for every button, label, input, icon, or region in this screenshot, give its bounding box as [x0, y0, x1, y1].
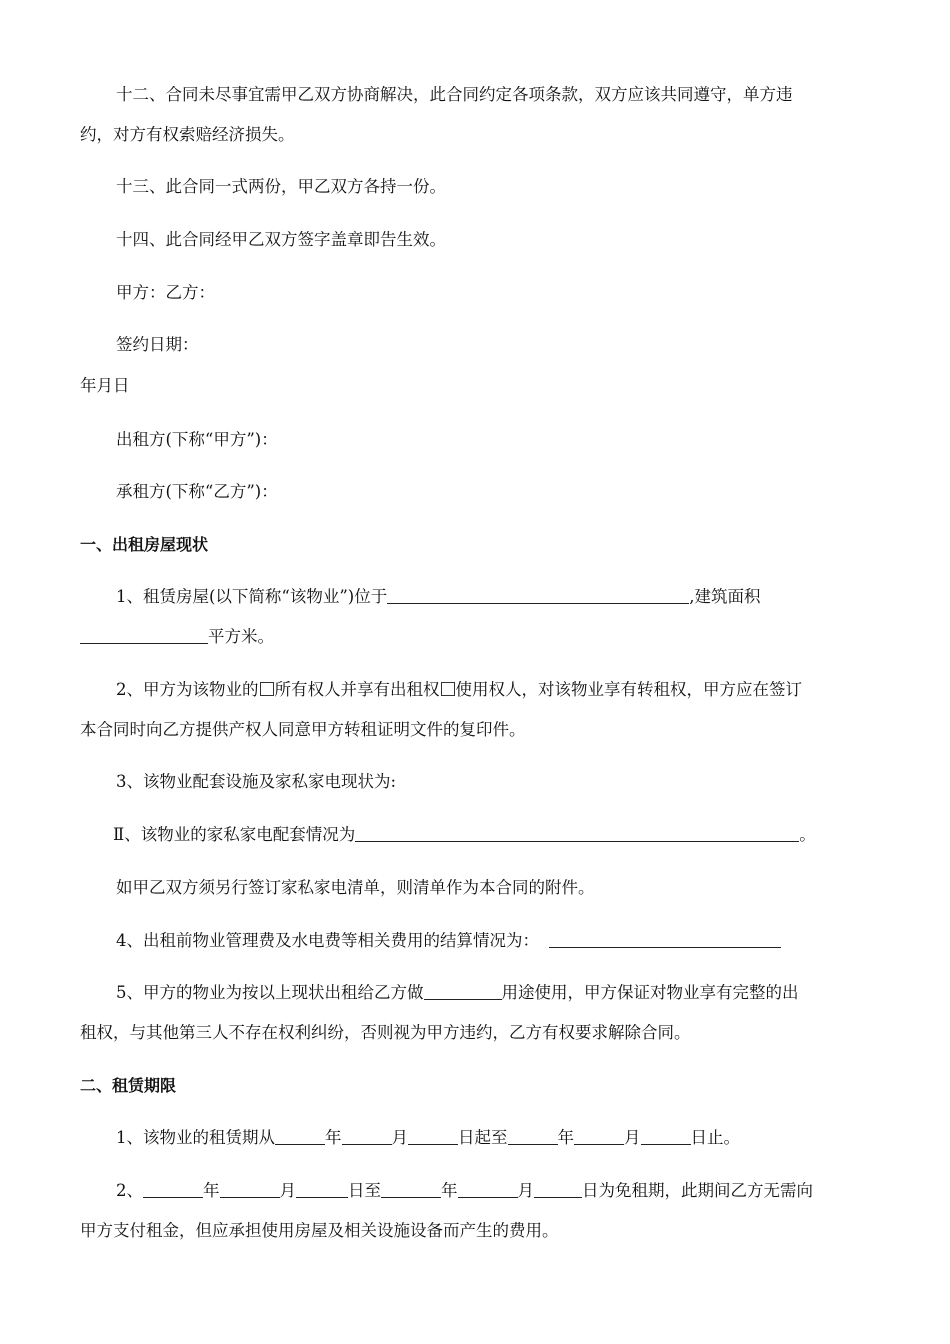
- s1-item1-line2: [80, 626, 274, 648]
- free-start-day-blank[interactable]: [296, 1181, 348, 1198]
- s1-item5-text-b: 用途使用，甲方保证对物业享有完整的出: [501, 983, 799, 1002]
- day-to-label: 日至: [348, 1181, 381, 1200]
- clause-12-line2: 约，对方有权索赔经济损失。: [80, 125, 295, 144]
- s1-item3: 3、该物业配套设施及家私家电现状为:: [116, 772, 397, 791]
- clause-14: 十四、此合同经甲乙双方签字盖章即告生效。: [116, 230, 446, 249]
- user-right-checkbox[interactable]: [441, 682, 455, 696]
- free-end-month-blank[interactable]: [458, 1181, 518, 1198]
- parties-signature: 甲方：乙方：: [116, 283, 215, 302]
- owner-checkbox[interactable]: [260, 682, 274, 696]
- free-start-month-blank[interactable]: [220, 1181, 280, 1198]
- s1-item1-line1: [116, 586, 761, 608]
- year-label: 年: [325, 1128, 342, 1147]
- lessee-line: 承租方(下称“乙方”)：: [116, 482, 278, 501]
- end-year-blank[interactable]: [508, 1128, 558, 1145]
- s1-item2-text-b: 所有权人并享有出租权: [274, 680, 440, 699]
- s1-item2-line1: [116, 679, 802, 701]
- s1-item5-line2: 租权，与其他第三人不存在权利纠纷，否则视为甲方违约，乙方有权要求解除合同。: [80, 1023, 691, 1042]
- settlement-blank[interactable]: [549, 931, 781, 948]
- month-label: 月: [279, 1181, 296, 1200]
- s2-item1: [116, 1127, 740, 1149]
- date-line: 年月日: [80, 376, 130, 395]
- s1-item3-sub-text: Ⅱ、该物业的家私家电配套情况为: [113, 825, 356, 844]
- year-label: 年: [203, 1181, 220, 1200]
- s1-item3-sub: [113, 824, 816, 846]
- s1-item1-text-c: 平方米。: [208, 627, 274, 646]
- clause-13: 十三、此合同一式两份，甲乙双方各持一份。: [116, 177, 446, 196]
- free-end-day-blank[interactable]: [534, 1181, 582, 1198]
- s1-item2-text-a: 2、甲方为该物业的: [116, 680, 259, 699]
- area-blank[interactable]: [80, 627, 208, 644]
- day-from-label: 日起至: [458, 1128, 508, 1147]
- s1-item1-text-b: ,建筑面积: [689, 587, 761, 606]
- end-month-blank[interactable]: [574, 1128, 624, 1145]
- s1-item4: [116, 930, 781, 952]
- s1-item2-line2: 本合同时向乙方提供产权人同意甲方转租证明文件的复印件。: [80, 720, 526, 739]
- s2-item2-line2: 甲方支付租金，但应承担使用房屋及相关设施设备而产生的费用。: [80, 1221, 559, 1240]
- year-label: 年: [557, 1128, 574, 1147]
- start-day-blank[interactable]: [408, 1128, 458, 1145]
- s1-item2-text-c: 使用权人，对该物业享有转租权，甲方应在签订: [455, 680, 802, 699]
- sign-date: 签约日期：: [116, 335, 199, 354]
- free-period-text: 日为免租期，此期间乙方无需向: [582, 1181, 813, 1200]
- s1-item4-text: 4、出租前物业管理费及水电费等相关费用的结算情况为：: [116, 931, 539, 950]
- section-1-title: 一、出租房屋现状: [80, 535, 209, 554]
- location-blank[interactable]: [387, 587, 689, 604]
- s2-item2-line1: [116, 1180, 813, 1202]
- year-label: 年: [441, 1181, 458, 1200]
- month-label: 月: [391, 1128, 408, 1147]
- clause-12-line1: 十二、合同未尽事宜需甲乙双方协商解决，此合同约定各项条款，双方应该共同遵守，单方违: [116, 85, 793, 104]
- s1-item5-text-a: 5、甲方的物业为按以上现状出租给乙方做: [116, 983, 424, 1002]
- start-month-blank[interactable]: [342, 1128, 392, 1145]
- purpose-blank[interactable]: [424, 983, 502, 1000]
- lessor-line: 出租方(下称“甲方”)：: [116, 430, 278, 449]
- free-end-year-blank[interactable]: [381, 1181, 441, 1198]
- s2-item2-text-a: 2、: [116, 1181, 143, 1200]
- month-label: 月: [517, 1181, 534, 1200]
- section-2-title: 二、租赁期限: [80, 1076, 177, 1095]
- s1-item1-text-a: 1、租赁房屋(以下简称“该物业”)位于: [116, 587, 388, 606]
- s2-item1-text-a: 1、该物业的租赁期从: [116, 1128, 275, 1147]
- end-day-blank[interactable]: [641, 1128, 691, 1145]
- start-year-blank[interactable]: [275, 1128, 325, 1145]
- furniture-blank[interactable]: [355, 825, 799, 842]
- s1-appendix: 如甲乙双方须另行签订家私家电清单，则清单作为本合同的附件。: [116, 878, 595, 897]
- s1-item3-sub-end: 。: [799, 825, 816, 844]
- month-label: 月: [624, 1128, 641, 1147]
- free-start-year-blank[interactable]: [143, 1181, 203, 1198]
- day-end-label: 日止。: [690, 1128, 740, 1147]
- s1-item5-line1: [116, 982, 799, 1004]
